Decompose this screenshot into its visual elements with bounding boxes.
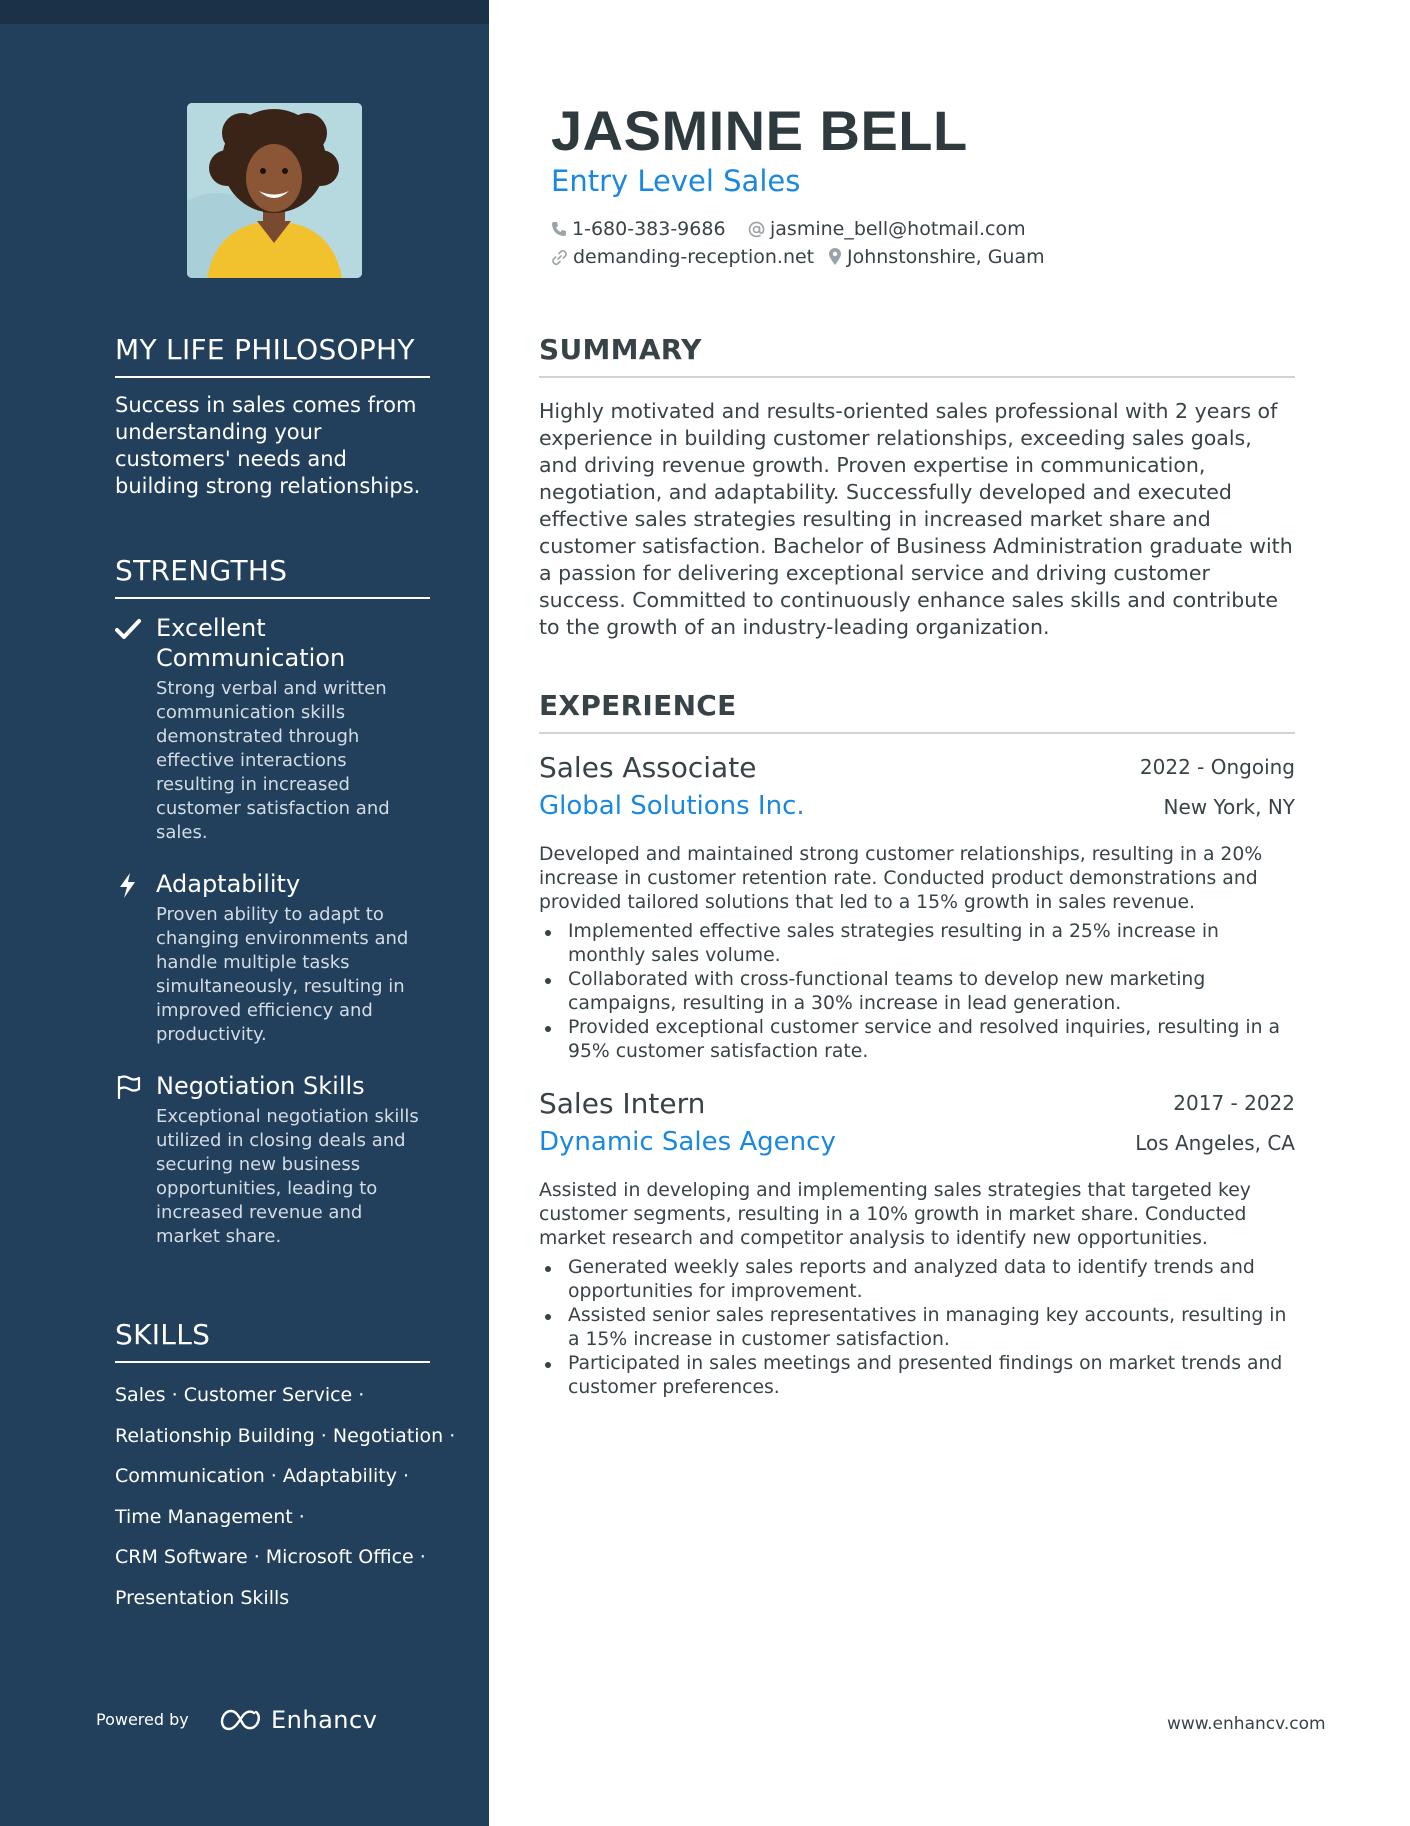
phone-number: 1-680-383-9686 <box>572 218 726 240</box>
strength-description: Strong verbal and written communication skills demonstrated through effective interactions resulting in increased customer satisfaction and sales. <box>156 678 390 843</box>
candidate-name: JASMINE BELL <box>551 99 968 162</box>
checkmark-icon <box>115 616 141 642</box>
experience-location: New York, NY <box>1163 795 1295 819</box>
sidebar-top-bar <box>0 0 489 24</box>
link-icon <box>551 249 568 266</box>
experience-bullet: Participated in sales meetings and presented findings on market trends and customer preferences. <box>539 1352 1295 1400</box>
strength-title: Adaptability <box>156 870 301 898</box>
experience-bullets <box>539 1256 1295 1400</box>
experience-bullet: Assisted senior sales representatives in managing key accounts, resulting in a 15% increase in customer satisfaction. <box>539 1304 1295 1352</box>
strength-description: Proven ability to adapt to changing environments and handle multiple tasks simultaneously, resulting in improved efficiency and productivity. <box>156 904 409 1045</box>
experience-company-row <box>539 791 1295 831</box>
experience-bullets <box>539 920 1295 1064</box>
experience-bullet: Generated weekly sales reports and analyzed data to identify trends and opportunities for improvement. <box>539 1256 1295 1304</box>
philosophy-text: Success in sales comes from understanding your customers' needs and building strong relationships. <box>115 393 421 498</box>
strength-description: Exceptional negotiation skills utilized in closing deals and securing new business opportunities, leading to increased revenue and market share. <box>156 1106 419 1247</box>
skills-line: CRM Software · Microsoft Office · <box>115 1546 426 1568</box>
email-address: jasmine_bell@hotmail.com <box>770 218 1026 240</box>
experience-role: Sales Associate <box>539 751 757 784</box>
skills-section <box>115 1318 456 1618</box>
skills-heading: SKILLS <box>115 1318 430 1363</box>
skills-line: Relationship Building · Negotiation · <box>115 1424 456 1447</box>
skills-line: Sales · Customer Service · <box>115 1384 365 1406</box>
summary-heading: SUMMARY <box>539 333 1295 378</box>
strength-title: Negotiation Skills <box>156 1072 365 1100</box>
experience-bullet: Provided exceptional customer service and resolved inquiries, resulting in a 95% customer satisfaction rate. <box>539 1016 1295 1064</box>
contact-phone[interactable] <box>551 218 726 240</box>
phone-icon <box>551 221 567 237</box>
experience-bullet: Implemented effective sales strategies resulting in a 25% increase in monthly sales volume. <box>539 920 1295 968</box>
experience-bullet: Collaborated with cross-functional teams to develop new marketing campaigns, resulting in a 30% increase in lead generation. <box>539 968 1295 1016</box>
experience-header-row <box>539 1087 1295 1127</box>
website-link: demanding-reception.net <box>573 246 815 268</box>
skills-line: Time Management · <box>115 1505 305 1528</box>
footer-website-link[interactable]: www.enhancv.com <box>1167 1714 1326 1734</box>
enhancv-logo[interactable] <box>215 1706 377 1734</box>
experience-dates: 2022 - Ongoing <box>1139 755 1295 779</box>
summary-text: Highly motivated and results-oriented sales professional with 2 years of experience in building customer relationships, exceeding sales goals, and driving revenue growth. Proven expertise in communication, negotiation, and adaptability. Successfully developed and executed effective sales strategies resulting in increased market share and customer satisfaction. Bachelor of Business Administration graduate with a passion for delivering exceptional service and driving customer success. Committed to continuously enhance sales skills and contribute to the growth of an industry-leading organization. <box>539 399 1293 639</box>
flag-icon <box>115 1074 141 1100</box>
strength-title: Excellent Communication <box>156 614 346 672</box>
strengths-section <box>115 554 430 1249</box>
skills-list <box>115 1375 456 1618</box>
job-title: Entry Level Sales <box>551 164 801 198</box>
strengths-heading: STRENGTHS <box>115 554 430 599</box>
skills-line: Communication · Adaptability · <box>115 1465 410 1487</box>
experience-header-row <box>539 751 1295 791</box>
contact-website[interactable] <box>551 246 814 268</box>
experience-location: Los Angeles, CA <box>1135 1131 1295 1155</box>
powered-by-label: Powered by <box>96 1710 189 1729</box>
experience-item <box>539 1087 1295 1400</box>
profile-photo-illustration <box>187 103 362 278</box>
philosophy-heading: MY LIFE PHILOSOPHY <box>115 333 430 378</box>
experience-description: Developed and maintained strong customer relationships, resulting in a 20% increase in customer retention rate. Conducted product demonstrations and provided tailored solutions that led to a 15% growth in sales revenue. <box>539 844 1263 913</box>
experience-company: Dynamic Sales Agency <box>539 1127 836 1157</box>
sidebar <box>0 0 489 1826</box>
skills-line: Presentation Skills <box>115 1586 290 1609</box>
experience-heading: EXPERIENCE <box>539 689 1295 734</box>
enhancv-logo-icon <box>215 1707 261 1733</box>
location-text: Johnstonshire, Guam <box>847 246 1045 268</box>
at-sign-icon <box>748 221 765 238</box>
enhancv-brand-name: Enhancv <box>271 1706 378 1734</box>
philosophy-section <box>115 333 430 500</box>
strength-item <box>115 869 430 1047</box>
profile-photo <box>187 103 362 278</box>
contact-email[interactable] <box>748 218 1026 240</box>
location-pin-icon <box>828 248 842 266</box>
experience-item <box>539 751 1295 1064</box>
lightning-icon <box>115 872 141 898</box>
experience-description: Assisted in developing and implementing sales strategies that targeted key customer segments, resulting in a 10% growth in market share. Conducted market research and competitor analysis to identify new opportunities. <box>539 1180 1251 1249</box>
strength-item <box>115 1071 430 1249</box>
contact-location <box>828 246 1045 268</box>
experience-company-row <box>539 1127 1295 1167</box>
experience-company: Global Solutions Inc. <box>539 791 805 821</box>
experience-role: Sales Intern <box>539 1087 706 1120</box>
strength-item <box>115 613 430 845</box>
experience-dates: 2017 - 2022 <box>1173 1091 1295 1115</box>
